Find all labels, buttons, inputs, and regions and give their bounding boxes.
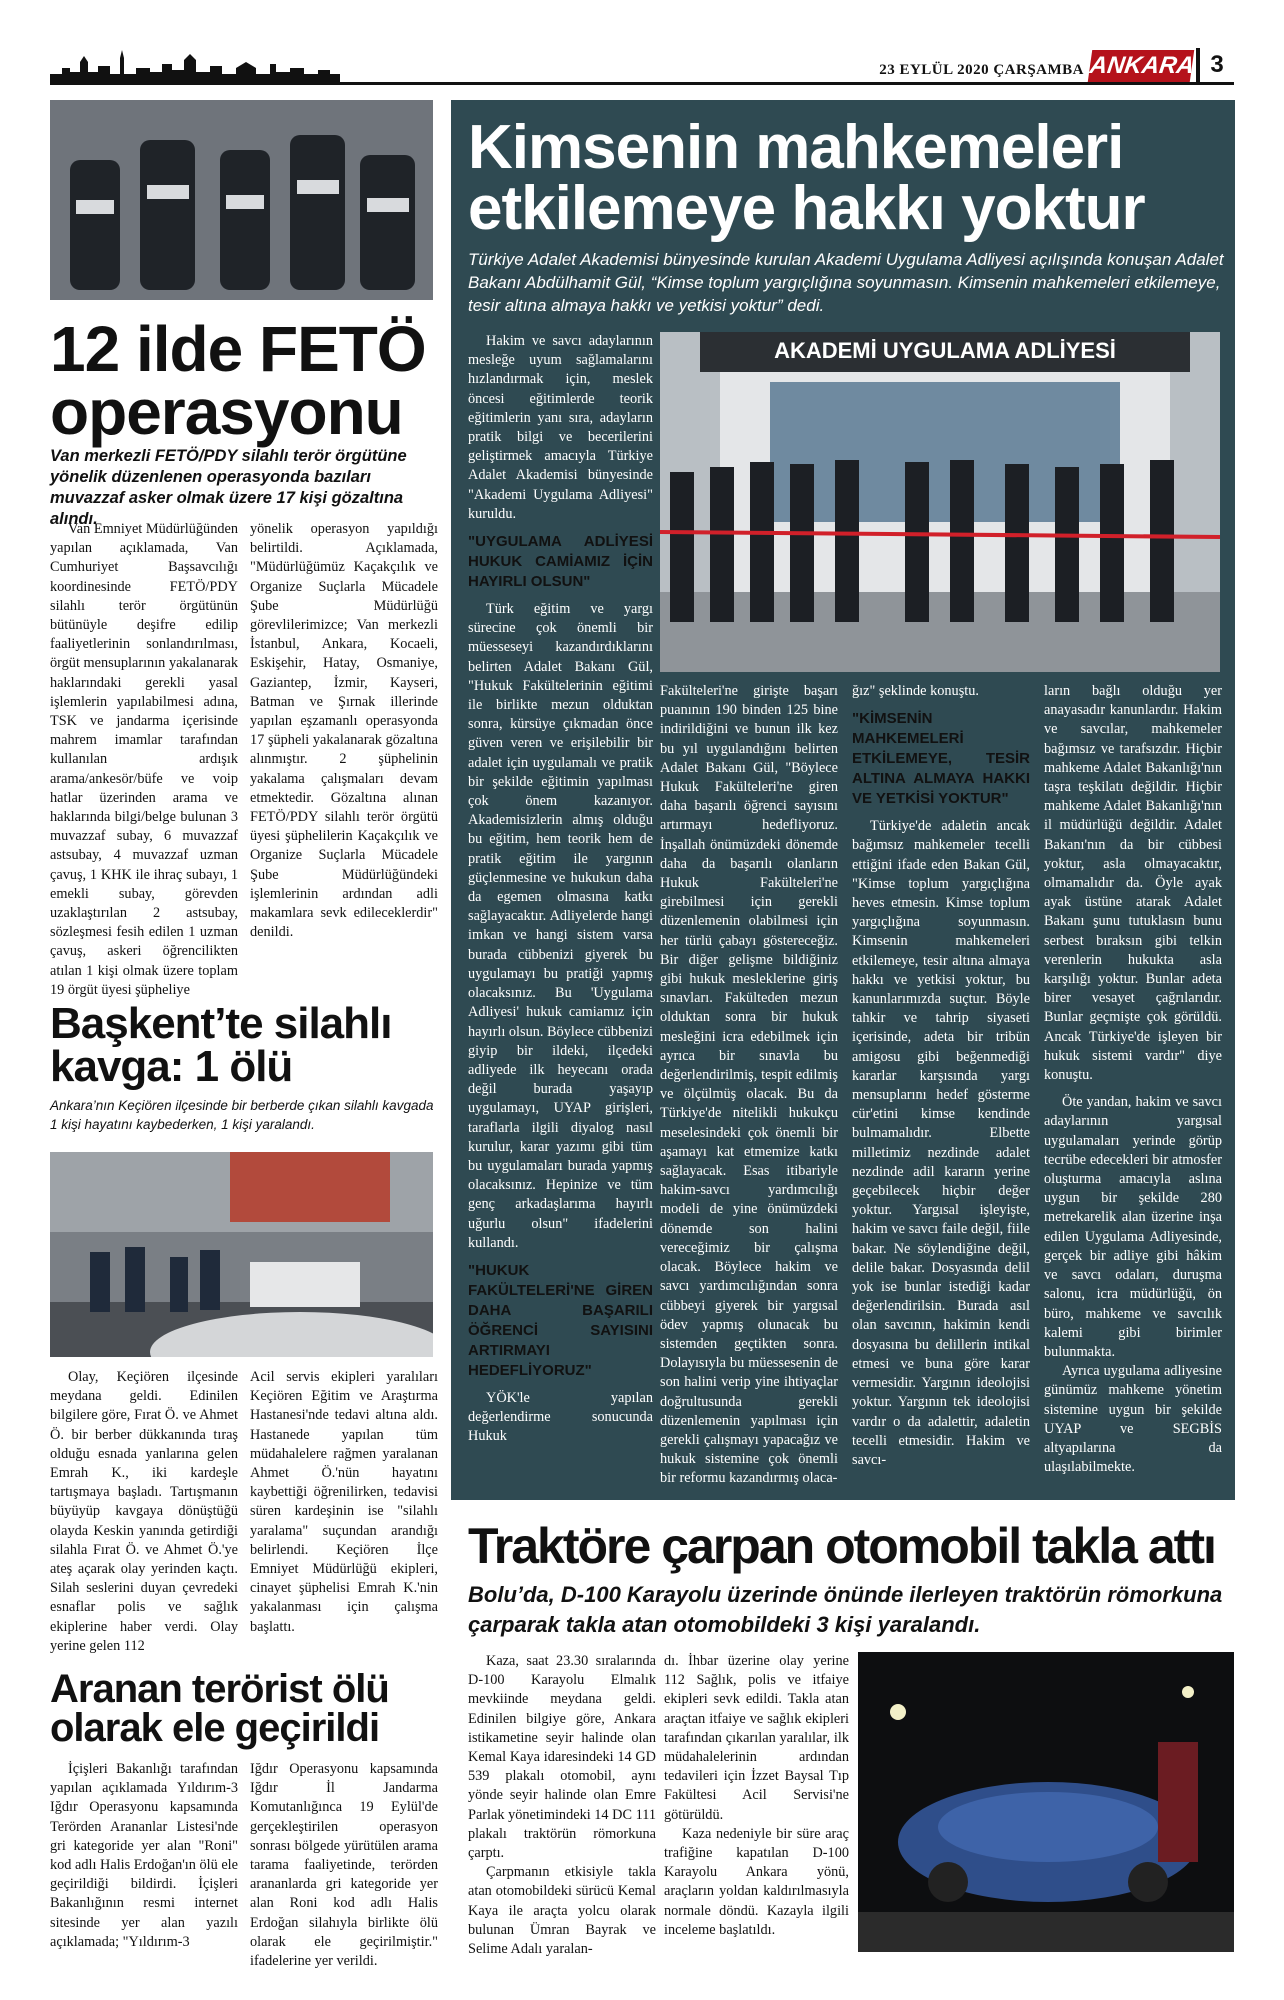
- mahkeme-column-3: [660, 682, 838, 1489]
- traktor-deck: Bolu’da, D-100 Karayolu üzerinde önünde ilerleyen traktörün römorkuna çarparak takla atan otomobildeki 3 kişi yaralandı.: [468, 1582, 1223, 1637]
- crime-scene-photo: [50, 1152, 433, 1357]
- terorist-text-2: Iğdır Operasyonu kapsamında Iğdır İl Jandarma Komutanlığınca 19 Eylül'de gerçekleştirilen operasyon sonrası bölgede yürütülen arama tarama faaliyetinde, terörden arananlarda gri kategoride yer alan Roni kod adlı Halis Erdoğan silahıyla birlikte ölü olarak ele geçirilmiştir." ifadelerine yer verildi.: [250, 1761, 438, 1970]
- issue-date: 23 EYLÜL 2020 ÇARŞAMBA: [879, 62, 1084, 78]
- mahkeme-col3-text: Fakülteleri'ne girişte başarı puanının 190 binden 125 bine indirildiğini ve bunun ilk kez bu yıl uygulandığını belirten Adalet Bakanı Gül, "Böylece Hukuk Fakülteleri'ne giren daha başarılı öğrenci sayısını artırmayı hedefliyoruz. İnşallah önümüzdeki dönemde daha da başarılı olanların Hukuk Fakülteleri'ne girebilmesi için gerekli düzenlemenin olabilmesi için her türlü çabayı göstereceğiz. Bir diğer gelişme bildiğiniz gibi hukuk mesleklerine giriş sınavları. Fakülteden mezun olduktan sonra bir hukuk mesleğini icra edebilmek için ayrıca bir sınavla bu değerlendirilmiş, tespit edilmiş ve ölçülmüş olacak. Bu da Türkiye'de nitelikli hukukçu meselesindeki çok önemli bir aşamayı kat etmemize katkı sağlayacak. Esas itibariyle hakim-savcı yardımcılığı modeli de yine önümüzdeki dönemde son halini vereceğimiz bir çalışma olacak. Böylece hakim ve savcı yardımcılığından sonra cübbeyi giyerek bir yargısal ödev yapmış olunacak bu sistemden geçtikten sonra. Dolayısıyla bu müessesenin de son halini verip yine ihtiyaçlar doğrultusunda gerekli düzenlemenin yapılması için gerekli çalışmayı yapacağız ve hukuk sistemine çok önemli bir reformu kazandırmış olaca-: [660, 683, 838, 1487]
- traktor-text-1a: Kaza, saat 23.30 sıralarında D-100 Karayolu Elmalık mevkiinde meydana geldi. Edinilen bilgiye göre, Ankara istikametine seyir halinde olan Kemal Kaya idaresindeki 14 GD 539 plakalı otomobil, aynı yönde seyir halinde olan Emre Parlak yönetimindeki 14 DC 111 plakalı traktörün römorkuna çarptı.: [468, 1653, 656, 1862]
- mahkeme-subhead-2: "HUKUK FAKÜLTELERİ'NE GİREN DAHA BAŞARILI ÖĞRENCİ SAYISINI ARTIRMAYI HEDEFLİYORUZ": [468, 1261, 653, 1379]
- newspaper-logo: ANKARA: [1088, 50, 1194, 82]
- mahkeme-headline: Kimsenin mahkemeleri etkilemeye hakkı yoktur: [468, 113, 1145, 243]
- feto-column-2: [250, 520, 438, 942]
- mahkeme-col5c-text: Ayrıca uygulama adliyesine günümüz mahkeme yönetim sistemine uygun bir şekilde UYAP ve SEGBİS altyapılarına da ulaşılabilmekte.: [1044, 1363, 1222, 1476]
- terorist-column-1: [50, 1760, 238, 1952]
- traktor-text-2b: Kaza nedeniyle bir süre araç trafiğine kapatılan D-100 Karayolu Ankara yönü, araçların yoldan kaldırılmasıyla normale döndü. Kazayla ilgili inceleme başlatıldı.: [664, 1825, 849, 1938]
- mahkeme-col5b-text: Öte yandan, hakim ve savcı adaylarının yargısal uygulamaları yerinde görüp tecrübe edecekleri bir atmosfer oluşturma amacıyla aslına uygun bir şekilde 280 metrekarelik alan üzerine inşa edilen Uygulama Adliyesinde, gerçek bir adliye gibi hâkim ve savcı odaları, duruşma salonu, icra müdürlüğü, ön büro, mahkeme ve savcılık kalemi gibi birimler bulunmakta.: [1044, 1094, 1222, 1360]
- baskent-column-1: [50, 1368, 238, 1656]
- traktor-headline: Traktöre çarpan otomobil takla attı: [468, 1518, 1215, 1574]
- city-skyline-icon: [50, 48, 340, 84]
- accident-photo: [858, 1652, 1234, 1952]
- baskent-text-2: Acil servis ekipleri yaralıları Keçiören Eğitim ve Araştırma Hastanesi'nde tedavi altına aldı. Hastanede yapılan tüm müdahalelere rağmen yaralanan Ahmet Ö.'nün hayatını kaybettiği öğrenilirken, tedavisi süren kardeşinin ise "silahlı yaralama" suçundan arandığı belirlendi. Keçiören İlçe Emniyet Müdürlüğü ekipleri, cinayet şüphelisi Emrah K.'nin yakalanması için çalışma başlattı.: [250, 1369, 438, 1635]
- mahkeme-column-4: [852, 682, 1030, 1470]
- traktor-column-2: [664, 1652, 849, 1940]
- ribbon-cutting-photo: [660, 332, 1220, 672]
- mahkeme-subhead-3: "KİMSENİN MAHKEMELERİ ETKİLEMEYE, TESİR ALTINA ALMAYA HAKKI VE YETKİSİ YOKTUR": [852, 710, 1030, 808]
- baskent-deck: Ankara’nın Keçiören ilçesinde bir berberde çıkan silahlı kavgada 1 kişi hayatını kaybederken, 1 kişi yaralandı.: [50, 1098, 434, 1132]
- baskent-column-2: [250, 1368, 438, 1637]
- mahkeme-col4-text: Türkiye'de adaletin ancak bağımsız mahkemeler tecelli ettiğini ifade eden Bakan Gül, "Kimse toplum yargıçlığına heves etmesin. Kimse toplum yargıçlığına soyunmasın. Kimsenin mahkemeleri etkilemeye, tesir altına almaya hakkı ve yetkisi yoktur, bu kanunlarımızda suçtur. Böyle tahkir ve tahrip siyaseti içerisinde, adeta bir tribün amigosu gibi beğenmediği kararlar karşısında yargı mensuplarını hedef gösterme cür'etini kimse kendinde bulmamalıdır. Elbette milletimiz nezdinde adalet nezdinde adil kararın yerine geçebilecek hiçbir değer yoktur. Yargısal işleyişte, hakim ve savcı faile değil, fiile bakar. Ne söylendiğine değil, delile bakar. Dosyasında delil yok ise bunlar istediği kadar değerlendirilsin. Burada asıl olan savcının, hakimin kendi dosyasına bu delillerin intikal etmesi ve buna göre karar vermesidir. Yargının ideolojisi yoktur. Yargının tek ideolojisi vardır o da adalettir, adaletin tecelli etmesidir. Hakim ve savcı-: [852, 818, 1030, 1468]
- page-number: 3: [1196, 48, 1234, 82]
- masthead-bar: [50, 48, 1234, 88]
- feto-column-1: [50, 520, 238, 1000]
- feto-text-1: Van Emniyet Müdürlüğünden yapılan açıklamada, Van Cumhuriyet Başsavcılığı koordinesinde FETÖ/PDY silahlı terör örgütünün bütünüyle deşifre edilip faaliyetlerinin sonlandırılması, örgüt mensuplarının yakalanarak haklarındaki gerekli yasal işlemlerin yapılabilmesi adına, TSK ve jandarma içerisinde mahrem imamlar tarafından kullanılan ardışık arama/ankesör/büfe ve voip hatlar üzerinden arama ve haklarında bilgi/belge bulunan 3 muvazzaf subay, 6 muvazzaf astsubay, 4 muvazzaf uzman çavuş, 1 KHK ile ihraç subayı, 1 emekli subay, görevden uzaklaştırılan 2 astsubay, sözleşmesi fesih edilen 1 uzman çavuş, askeri öğrencilikten atılan 1 kişi olmak üzere toplam 19 örgüt üyesi şüpheliye: [50, 521, 238, 998]
- baskent-text-1: Olay, Keçiören ilçesinde meydana geldi. Edinilen bilgilere göre, Fırat Ö. ve Ahmet Ö. bir berber dükkanında tıraş olduğu esnada yanlarına gelen Emrah K., iki kardeşle tartışmaya başladı. Tartışmanın büyüyüp kavgaya dönüştüğü olayda Keskin yanında getirdiği silahla Fırat Ö. ve Ahmet Ö.'ye ateş açarak olay yerinden kaçtı. Silah seslerini duyan çevredeki esnaflar polis ve sağlık ekiplerine haber verdi. Olay yerine gelen 112: [50, 1369, 238, 1654]
- terorist-text-1: İçişleri Bakanlığı tarafından yapılan açıklamada Yıldırım-3 Iğdır Operasyonu kapsamında Terörden Arananlar Listesi'nde gri kategoride yer alan "Roni" kod adlı Halis Erdoğan'ın ölü ele geçirildiği bildirdi. İçişleri Bakanlığının resmi internet sitesinde yer alan yazılı açıklamada; "Yıldırım-3: [50, 1761, 238, 1950]
- mahkeme-subhead-1: "UYGULAMA ADLİYESİ HUKUK CAMİAMIZ İÇİN HAYIRLI OLSUN": [468, 533, 653, 591]
- mahkeme-col4-intro: ğız" şeklinde konuştu.: [852, 683, 979, 699]
- baskent-headline: Başkent’te silahlı kavga: 1 ölü: [50, 999, 392, 1092]
- terorist-headline: Aranan terörist ölü olarak ele geçirildi: [50, 1667, 389, 1751]
- terorist-column-2: [250, 1760, 438, 1971]
- traktor-text-1b: Çarpmanın etkisiyle takla atan otomobildeki sürücü Kemal Kaya ile araçta yolcu olarak bulunan Ümran Bayrak ve Selime Adalı yaralan-: [468, 1864, 656, 1958]
- mahkeme-column-5: [1044, 682, 1222, 1477]
- traktor-text-2a: dı. İhbar üzerine olay yerine 112 Sağlık, polis ve itfaiye ekipleri sevk edildi. Takla atan araçtan itfaiye ve sağlık ekipleri tarafından çıkarılan yaralılar, ilk müdahalelerinin ardından tedavileri için İzzet Baysal Tıp Fakültesi Acil Servisi'ne götürüldü.: [664, 1653, 849, 1823]
- feto-text-2: yönelik operasyon yapıldığı belirtildi. Açıklamada, "Müdürlüğümüz Kaçakçılık ve Organize Suçlarla Mücadele Şube Müdürlüğü görevlilerimizce; Van merkezli İstanbul, Ankara, Kocaeli, Eskişehir, Hatay, Osmaniye, Gaziantep, İzmir, Kayseri, Batman ve Şırnak illerinde yapılan eşzamanlı operasyonda 17 şüpheli yakalanarak gözaltına alınmıştır. 2 şüphelinin yakalama çalışmaları devam etmektedir. Gözaltına alınan FETÖ/PDY silahlı terör örgütü üyesi şüphelilerin Kaçakçılık ve Organize Suçlarla Mücadele Şube Müdürlüğündeki işlemlerinin ardından adli makamlara sevk edileceklerdir" denildi.: [250, 521, 438, 941]
- mahkeme-intro: Hakim ve savcı adaylarının mesleğe uyum sağlamalarını hızlandırmak için, meslek öncesi eğitimlerde teorik eğitimlerin yanı sıra, adayların pratik bilgi ve becerilerini geliştirmek amacıyla Türkiye Adalet Akademisi bünyesinde "Akademi Uygulama Adliyesi" kuruldu.: [468, 333, 653, 522]
- mahkeme-deck: Türkiye Adalet Akademisi bünyesinde kurulan Akademi Uygulama Adliyesi açılışında konuşan Adalet Bakanı Abdülhamit Gül, “Kimse toplum yargıçlığına soyunmasın. Kimsenin mahkemeleri etkilemeye, tesir altına almaya hakkı ve yetkisi yoktur” dedi.: [468, 250, 1224, 315]
- feto-deck: Van merkezli FETÖ/PDY silahlı terör örgütüne yönelik düzenlenen operasyonda bazıları muvazzaf asker olmak üzere 17 kişi gözaltına alındı.: [50, 447, 407, 528]
- building-sign: AKADEMİ UYGULAMA ADLİYESİ: [774, 338, 1116, 363]
- mahkeme-intro-column: [468, 332, 653, 1447]
- feto-headline: 12 ilde FETÖ operasyonu: [50, 313, 426, 448]
- mahkeme-sub2-text: YÖK'le yapılan değerlendirme sonucunda Hukuk: [468, 1389, 653, 1445]
- traktor-column-1: [468, 1652, 656, 1959]
- police-operation-photo: [50, 100, 433, 300]
- mahkeme-col5-text: ların bağlı olduğu yer anayasadır kanunlardır. Hakim ve savcılar, mahkemeler bağımsız ve tarafsızdır. Hiçbir mahkeme Adalet Bakanlığı'nın taşra teşkilatı değildir. Hiçbir mahkeme Adalet Bakanlığı'nın il müdürlüğü değildir. Adalet Bakanı'nın da bir cübbesi yoktur, asla olmayacaktır, olmamalıdır da. Öyle ayak ayak üstüne atarak Adalet Bakanı şunu tutuklasın bunu serbest bıraksın gibi telkin verenlerin hukukta asla karşılığı yoktur. Bunlar adeta birer vesayet çağrılarıdır. Bunlar geçmişte çok görüldü. Ancak Türkiye'de işleyen bir hukuk sistemi vardır" diye konuştu.: [1044, 683, 1222, 1084]
- mahkeme-sub1-text: Türk eğitim ve yargı sürecine çok önemli bir müesseseyi kazandırdıklarını belirten Adalet Bakanı Gül, "Hukuk Fakültelerinin eğitimi ile birlikte mezun olduktan sonra, kürsüye çıkmadan önce güven veren ve erişilebilir bir adalet için uygulamalı ve pratik bir şekilde eğitimin yapılması çok önem kazanıyor. Akademisizlerin almış olduğu bu eğitim, hem teorik hem de pratik eğitim ile yargının güçlenmesine ve hukukun daha da egemen olmasına katkı sağlayacaktır. Adliyelerde hangi imkan ve hangi sistem varsa burada cübbenizi giyerek bu uygulamayı bu pratiği yapmış olacaksınız. Bu 'Uygulama Adliyesi' hukuk camiamız için hayırlı olsun. Böylece cübbenizi giyip bir ildeki, ilçedeki adliyede ilk heyecanı orada değil burada yaşayıp uygulamayı, UYAP girişleri, taraflarla ilgili diyalog nasıl kurulur, karar yazımı gibi tüm bu uygulamaları burada yapmış olacaksınız. Hepinize ve tüm genç arkadaşlarıma hayırlı uğurlu olsun" ifadelerini kullandı.: [468, 601, 654, 1251]
